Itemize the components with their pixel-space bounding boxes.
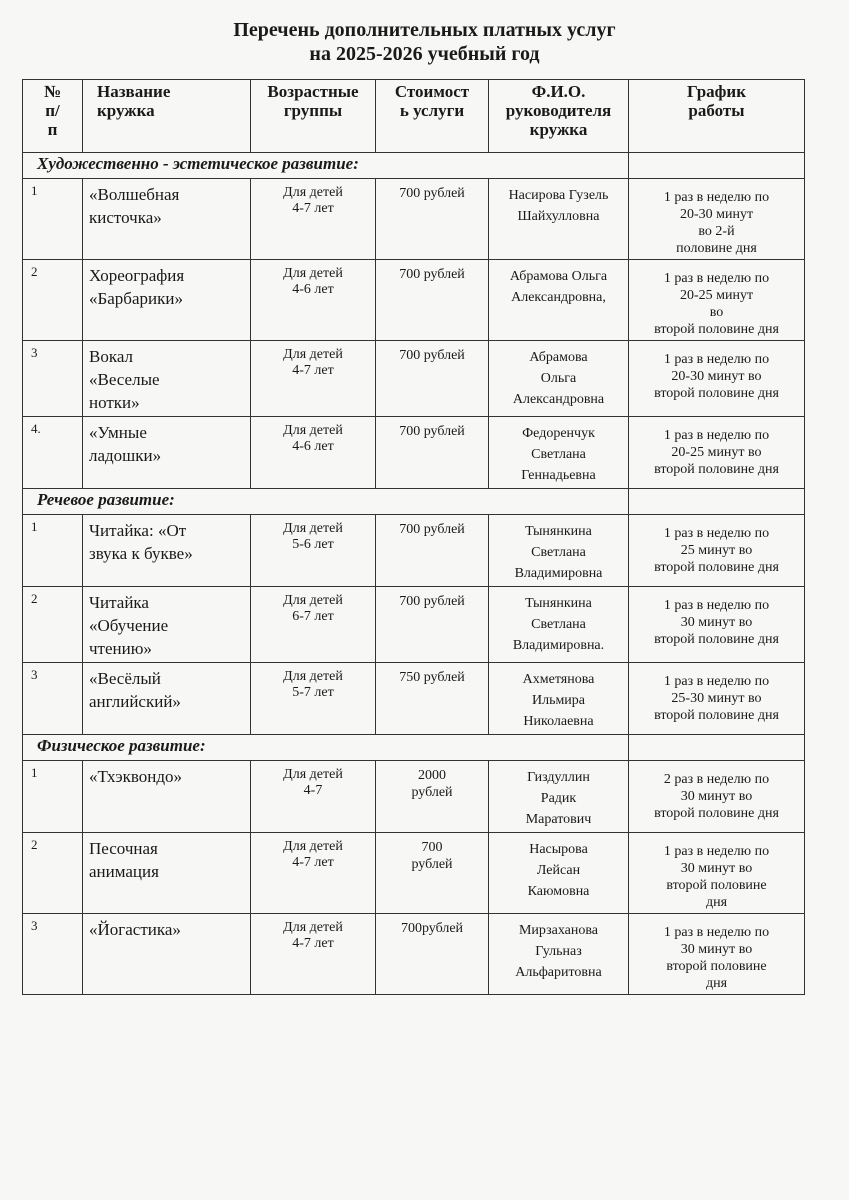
club-name-line: звука к букве» — [89, 544, 193, 563]
age-group-line: Для детей — [283, 423, 343, 438]
leader-name — [489, 179, 629, 260]
table-row — [23, 179, 805, 260]
work-schedule-line: 20-30 минут во — [671, 369, 762, 384]
row-number: 4. — [23, 417, 83, 489]
work-schedule-line: второй половине дня — [654, 462, 779, 477]
table-row — [23, 663, 805, 735]
leader-name — [489, 663, 629, 735]
club-name — [83, 587, 251, 663]
club-name-line: «Весёлый — [89, 669, 161, 688]
service-price — [376, 914, 489, 995]
service-price-line: 700рублей — [400, 921, 464, 936]
work-schedule — [629, 341, 805, 417]
service-price-line: 2000 — [418, 768, 446, 783]
club-name-line: «Барбарики» — [89, 289, 183, 308]
age-group — [251, 179, 376, 260]
section-title: Речевое развитие: — [23, 489, 629, 515]
service-price-line: 700 рублей — [399, 594, 465, 609]
club-name-line: ладошки» — [89, 446, 162, 465]
club-name — [83, 260, 251, 341]
leader-name-line: Ильмира — [531, 693, 586, 708]
age-group-line: Для детей — [283, 669, 343, 684]
row-number: 2 — [23, 587, 83, 663]
service-price-line: рублей — [411, 857, 453, 872]
work-schedule-line: 20-25 минут — [679, 288, 754, 303]
header-leader: Ф.И.О. руководителя кружка — [489, 80, 629, 153]
header-schedule: График работы — [629, 80, 805, 153]
section-blank-cell — [629, 735, 805, 761]
work-schedule — [629, 663, 805, 735]
row-number: 3 — [23, 914, 83, 995]
row-number: 2 — [23, 260, 83, 341]
leader-name-line: Ольга — [540, 371, 577, 386]
club-name-line: анимация — [89, 862, 159, 881]
work-schedule-line: во — [709, 305, 724, 320]
club-name — [83, 179, 251, 260]
leader-name-line: Геннадьевна — [521, 468, 596, 483]
leader-name-line: Тынянкина — [525, 524, 592, 539]
table-row — [23, 587, 805, 663]
work-schedule — [629, 914, 805, 995]
service-price-line: 700 — [421, 840, 443, 855]
work-schedule-line: 30 минут во — [680, 861, 753, 876]
work-schedule-line: второй половине дня — [654, 806, 779, 821]
club-name — [83, 341, 251, 417]
work-schedule-line: 1 раз в неделю по — [663, 925, 770, 940]
section-title: Художественно - эстетическое развитие: — [23, 153, 629, 179]
table-row — [23, 341, 805, 417]
section-row — [23, 153, 805, 179]
leader-name-line: Шайхулловна — [517, 209, 600, 224]
table-row — [23, 914, 805, 995]
row-number: 1 — [23, 515, 83, 587]
table-row — [23, 515, 805, 587]
table-row — [23, 260, 805, 341]
leader-name-line: Лейсан — [536, 863, 581, 878]
age-group-line: 5-6 лет — [292, 537, 334, 552]
club-name — [83, 761, 251, 833]
club-name-line: Читайка: «От — [89, 521, 187, 540]
age-group-line: Для детей — [283, 521, 343, 536]
age-group-line: Для детей — [283, 839, 343, 854]
club-name-line: «Обучение — [89, 616, 169, 635]
work-schedule-line: во 2-й — [698, 224, 735, 239]
service-price-line: 750 рублей — [399, 670, 465, 685]
age-group — [251, 341, 376, 417]
service-price — [376, 663, 489, 735]
title-line-2: на 2025-2026 учебный год — [309, 43, 540, 65]
club-name — [83, 417, 251, 489]
club-name-line: английский» — [89, 692, 181, 711]
leader-name-line: Альфаритовна — [515, 965, 602, 980]
header-age: Возрастные группы — [251, 80, 376, 153]
table-header-row — [23, 80, 805, 153]
section-title: Физическое развитие: — [23, 735, 629, 761]
leader-name-line: Тынянкина — [525, 596, 592, 611]
age-group-line: 4-6 лет — [292, 282, 334, 297]
leader-name — [489, 914, 629, 995]
leader-name-line: Светлана — [531, 447, 586, 462]
service-price-line: 700 рублей — [399, 267, 465, 282]
age-group-line: Для детей — [283, 767, 343, 782]
leader-name-line: Мирзаханова — [518, 923, 599, 938]
leader-name-line: Федоренчук — [522, 426, 595, 441]
service-price — [376, 179, 489, 260]
leader-name-line: Каюмовна — [527, 884, 590, 899]
leader-name-line: Владимировна — [514, 566, 603, 581]
leader-name-line: Ахметянова — [522, 672, 595, 687]
age-group-line: 6-7 лет — [292, 609, 334, 624]
leader-name — [489, 260, 629, 341]
club-name-line: Песочная — [89, 839, 158, 858]
leader-name — [489, 417, 629, 489]
service-price — [376, 761, 489, 833]
leader-name-line: Гульназ — [535, 944, 582, 959]
leader-name-line: Насырова — [529, 842, 588, 857]
club-name-line: Вокал — [89, 347, 134, 366]
age-group-line: Для детей — [283, 266, 343, 281]
leader-name-line: Абрамова — [529, 350, 588, 365]
work-schedule-line: 1 раз в неделю по — [663, 352, 770, 367]
leader-name-line: Насирова Гузель — [508, 188, 609, 203]
work-schedule — [629, 260, 805, 341]
table-body — [23, 153, 805, 995]
age-group-line: 5-7 лет — [292, 685, 334, 700]
age-group — [251, 260, 376, 341]
club-name-line: кисточка» — [89, 208, 162, 227]
leader-name-line: Светлана — [531, 545, 586, 560]
work-schedule-line: второй половине — [666, 959, 767, 974]
leader-name — [489, 587, 629, 663]
age-group — [251, 914, 376, 995]
work-schedule-line: 1 раз в неделю по — [663, 598, 770, 613]
age-group-line: 4-7 лет — [292, 855, 334, 870]
leader-name-line: Александровна, — [511, 290, 606, 305]
section-blank-cell — [629, 489, 805, 515]
work-schedule-line: 20-25 минут во — [671, 445, 762, 460]
club-name — [83, 515, 251, 587]
table-row — [23, 833, 805, 914]
club-name-line: «Веселые — [89, 370, 160, 389]
work-schedule-line: 20-30 минут — [679, 207, 754, 222]
leader-name-line: Радик — [540, 791, 577, 806]
club-name-line: «Йогастика» — [89, 920, 181, 939]
row-number: 1 — [23, 179, 83, 260]
row-number: 3 — [23, 663, 83, 735]
section-row — [23, 489, 805, 515]
age-group-line: 4-7 — [303, 783, 323, 798]
row-number: 2 — [23, 833, 83, 914]
row-number: 1 — [23, 761, 83, 833]
work-schedule-line: второй половине — [666, 878, 767, 893]
work-schedule-line: 30 минут во — [680, 789, 753, 804]
header-name: Название кружка — [83, 80, 251, 153]
work-schedule — [629, 179, 805, 260]
work-schedule-line: 1 раз в неделю по — [663, 428, 770, 443]
work-schedule-line: 1 раз в неделю по — [663, 674, 770, 689]
work-schedule-line: второй половине дня — [654, 708, 779, 723]
work-schedule-line: второй половине дня — [654, 386, 779, 401]
section-blank-cell — [629, 153, 805, 179]
work-schedule-line: дня — [705, 895, 728, 910]
service-price-line: 700 рублей — [399, 186, 465, 201]
row-number: 3 — [23, 341, 83, 417]
work-schedule-line: 25-30 минут во — [671, 691, 762, 706]
age-group — [251, 833, 376, 914]
section-row — [23, 735, 805, 761]
work-schedule — [629, 515, 805, 587]
work-schedule-line: 25 минут во — [680, 543, 753, 558]
club-name-line: Хореография — [89, 266, 185, 285]
work-schedule-line: половине дня — [676, 241, 757, 256]
table-row — [23, 761, 805, 833]
leader-name-line: Светлана — [531, 617, 586, 632]
work-schedule — [629, 761, 805, 833]
service-price — [376, 515, 489, 587]
leader-name — [489, 341, 629, 417]
club-name — [83, 914, 251, 995]
page-title — [0, 18, 849, 66]
age-group — [251, 663, 376, 735]
service-price — [376, 417, 489, 489]
work-schedule — [629, 417, 805, 489]
service-price — [376, 833, 489, 914]
leader-name — [489, 833, 629, 914]
service-price-line: 700 рублей — [399, 424, 465, 439]
club-name-line: «Волшебная — [89, 185, 180, 204]
club-name-line: Читайка — [89, 593, 149, 612]
services-table-wrapper — [22, 79, 804, 995]
leader-name-line: Владимировна. — [512, 638, 605, 653]
age-group-line: Для детей — [283, 347, 343, 362]
club-name-line: нотки» — [89, 393, 140, 412]
work-schedule-line: 1 раз в неделю по — [663, 271, 770, 286]
work-schedule-line: второй половине дня — [654, 632, 779, 647]
age-group — [251, 761, 376, 833]
service-price-line: 700 рублей — [399, 348, 465, 363]
work-schedule-line: дня — [705, 976, 728, 991]
leader-name-line: Абрамова Ольга — [509, 269, 608, 284]
work-schedule-line: 30 минут во — [680, 615, 753, 630]
age-group-line: Для детей — [283, 185, 343, 200]
table-row — [23, 417, 805, 489]
age-group-line: Для детей — [283, 593, 343, 608]
leader-name-line: Николаевна — [523, 714, 594, 729]
club-name — [83, 833, 251, 914]
leader-name-line: Гиздуллин — [527, 770, 590, 785]
club-name-line: «Тхэквондо» — [89, 767, 183, 786]
club-name — [83, 663, 251, 735]
service-price — [376, 260, 489, 341]
leader-name-line: Маратович — [525, 812, 592, 827]
service-price — [376, 587, 489, 663]
work-schedule-line: 2 раз в неделю по — [663, 772, 770, 787]
leader-name-line: Александровна — [512, 392, 605, 407]
age-group-line: 4-7 лет — [292, 363, 334, 378]
leader-name — [489, 761, 629, 833]
age-group — [251, 587, 376, 663]
age-group — [251, 417, 376, 489]
age-group-line: Для детей — [283, 920, 343, 935]
club-name-line: чтению» — [89, 639, 152, 658]
age-group-line: 4-6 лет — [292, 439, 334, 454]
service-price — [376, 341, 489, 417]
work-schedule — [629, 833, 805, 914]
title-line-1: Перечень дополнительных платных услуг — [233, 19, 616, 41]
age-group-line: 4-7 лет — [292, 201, 334, 216]
leader-name — [489, 515, 629, 587]
age-group — [251, 515, 376, 587]
club-name-line: «Умные — [89, 423, 147, 442]
header-num: № п/ п — [23, 80, 83, 153]
work-schedule-line: второй половине дня — [654, 322, 779, 337]
work-schedule-line: 1 раз в неделю по — [663, 844, 770, 859]
work-schedule-line: второй половине дня — [654, 560, 779, 575]
work-schedule-line: 1 раз в неделю по — [663, 526, 770, 541]
services-table — [22, 79, 805, 995]
work-schedule-line: 1 раз в неделю по — [663, 190, 770, 205]
age-group-line: 4-7 лет — [292, 936, 334, 951]
service-price-line: рублей — [411, 785, 453, 800]
work-schedule-line: 30 минут во — [680, 942, 753, 957]
service-price-line: 700 рублей — [399, 522, 465, 537]
work-schedule — [629, 587, 805, 663]
header-price: Стоимост ь услуги — [376, 80, 489, 153]
